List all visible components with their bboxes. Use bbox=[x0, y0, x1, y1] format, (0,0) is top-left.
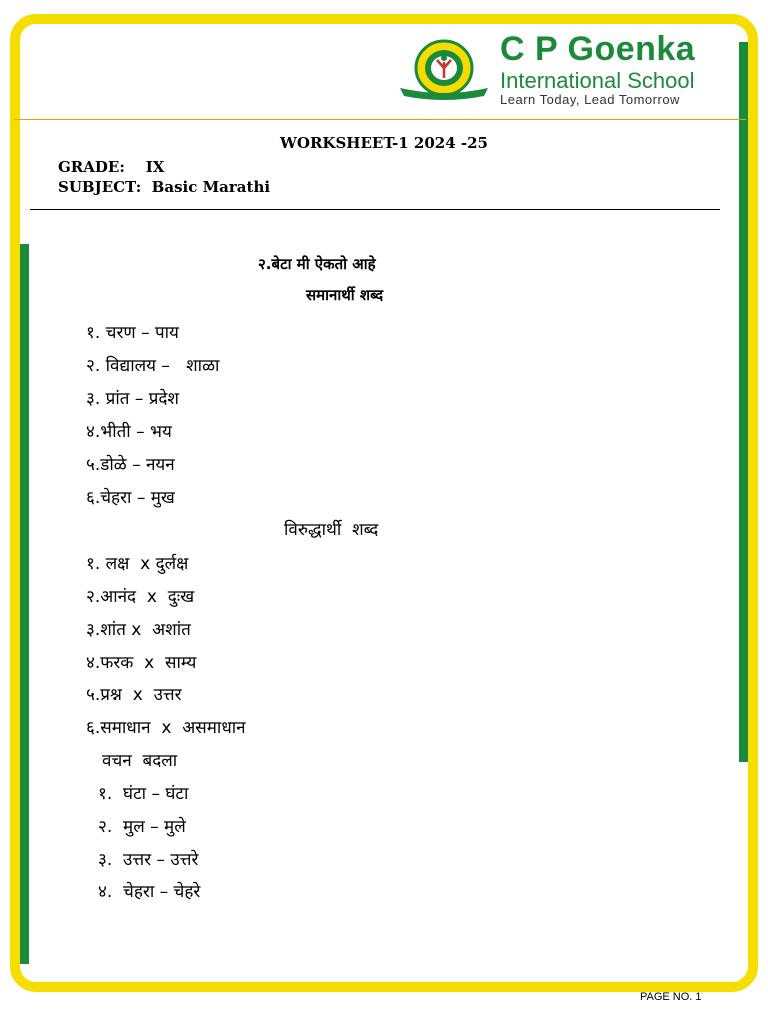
antonym-item: २.आनंद x दुःख bbox=[86, 587, 195, 607]
header-divider bbox=[14, 119, 746, 120]
antonyms-heading: विरुद्धार्थी शब्द bbox=[284, 520, 379, 540]
page-number: PAGE NO. 1 bbox=[640, 991, 702, 1003]
synonym-item: ४.भीती – भय bbox=[86, 422, 172, 442]
green-border-accent-left bbox=[20, 244, 29, 964]
section-divider bbox=[30, 209, 720, 210]
antonym-item: ५.प्रश्न x उत्तर bbox=[86, 685, 182, 705]
synonyms-heading: समानार्थी शब्द bbox=[306, 286, 384, 304]
synonym-item: ६.चेहरा – मुख bbox=[86, 488, 175, 508]
plural-item: ४. चेहरा – चेहरे bbox=[98, 882, 201, 902]
plural-item: ३. उत्तर – उत्तरे bbox=[98, 850, 199, 870]
synonym-item: ३. प्रांत – प्रदेश bbox=[86, 389, 179, 409]
school-name: C P Goenka bbox=[500, 30, 696, 68]
synonym-item: २. विद्यालय – शाळा bbox=[86, 356, 220, 376]
antonym-item: ६.समाधान x असमाधान bbox=[86, 718, 246, 738]
school-logo-icon bbox=[398, 38, 490, 104]
antonym-item: १. लक्ष x दुर्लक्ष bbox=[86, 554, 189, 574]
antonym-item: ४.फरक x साम्य bbox=[86, 653, 197, 673]
school-subtitle: International School bbox=[500, 68, 695, 93]
plural-item: १. घंटा – घंटा bbox=[98, 784, 189, 804]
synonym-item: ५.डोळे – नयन bbox=[86, 455, 175, 475]
synonym-item: १. चरण – पाय bbox=[86, 323, 179, 343]
worksheet-title: WORKSHEET-1 2024 -25 bbox=[280, 134, 488, 152]
school-tagline: Learn Today, Lead Tomorrow bbox=[500, 92, 680, 107]
plural-heading: वचन बदला bbox=[102, 751, 178, 771]
plural-item: २. मुल – मुले bbox=[98, 817, 186, 837]
antonym-item: ३.शांत x अशांत bbox=[86, 620, 191, 640]
subject-label: SUBJECT: Basic Marathi bbox=[58, 178, 271, 196]
grade-label: GRADE: IX bbox=[58, 158, 165, 176]
lesson-title: २.बेटा मी ऐकतो आहे bbox=[258, 255, 376, 273]
